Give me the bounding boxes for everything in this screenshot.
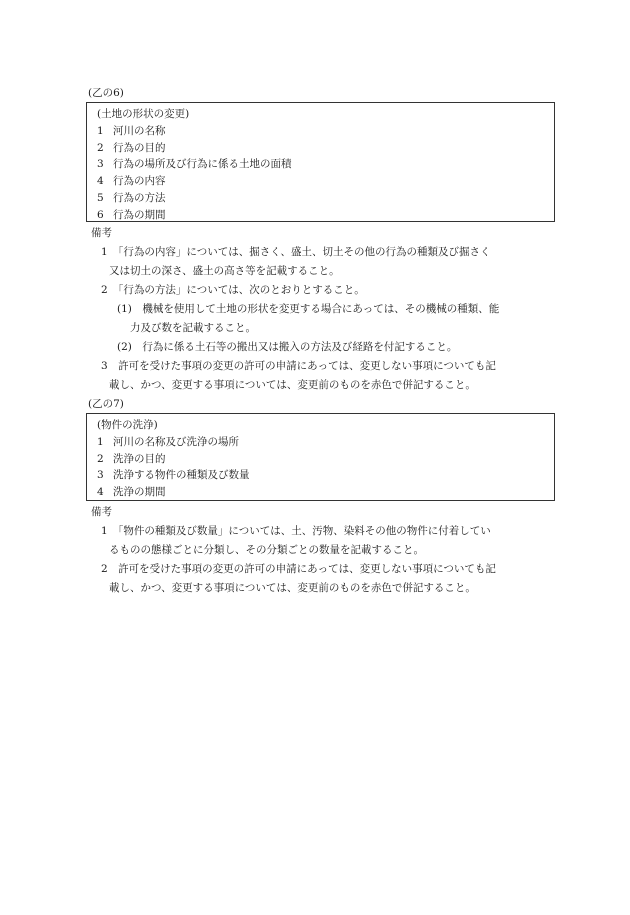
section-7-box — [86, 413, 555, 501]
section-6-item: 6 行為の期間 — [97, 208, 166, 221]
section-6-remark-line: (2) 行為に係る土石等の搬出又は搬入の方法及び経路を付記すること。 — [117, 341, 458, 353]
section-7-item: 4 洗浄の期間 — [97, 486, 166, 499]
section-6-remark-line: (1) 機械を使用して土地の形状を変更する場合にあっては、その機械の種類、能 — [117, 303, 500, 315]
section-6-remark-line: 力及び数を記載すること。 — [130, 322, 256, 334]
section-7-label: (乙の7) — [88, 398, 124, 410]
section-6-item: 3 行為の場所及び行為に係る土地の面積 — [97, 158, 292, 171]
section-6-remark-line: 1 「行為の内容」については、掘さく、盛土、切土その他の行為の種類及び掘さく — [101, 246, 491, 258]
section-7-remark-line: 2 許可を受けた事項の変更の許可の申請にあっては、変更しない事項についても記 — [101, 563, 496, 575]
section-7-remark-line: 載し、かつ、変更する事項については、変更前のものを赤色で併記すること。 — [109, 582, 476, 594]
section-7-box-title: (物件の洗浄) — [97, 419, 158, 431]
section-7-item: 2 洗浄の目的 — [97, 452, 166, 465]
section-6-remark-line: 又は切土の深さ、盛土の高さ等を記載すること。 — [109, 265, 340, 277]
section-7-item: 3 洗浄する物件の種類及び数量 — [97, 469, 250, 482]
section-6-remark-line: 3 許可を受けた事項の変更の許可の申請にあっては、変更しない事項についても記 — [101, 360, 496, 372]
section-7-item: 1 河川の名称及び洗浄の場所 — [97, 435, 239, 448]
section-6-item: 1 河川の名称 — [97, 124, 166, 137]
section-6-remark-line: 載し、かつ、変更する事項については、変更前のものを赤色で併記すること。 — [109, 379, 476, 391]
section-7-remarks-title: 備考 — [91, 506, 112, 518]
section-6-remark-line: 2 「行為の方法」については、次のとおりとすること。 — [101, 284, 365, 296]
section-6-box-title: (土地の形状の変更) — [97, 108, 190, 120]
section-6-label: (乙の6) — [88, 87, 124, 99]
section-7-remark-line: るものの態様ごとに分類し、その分類ごとの数量を記載すること。 — [109, 544, 424, 556]
section-7-remark-line: 1 「物件の種類及び数量」については、土、汚物、染料その他の物件に付着してい — [101, 525, 491, 537]
section-6-item: 4 行為の内容 — [97, 175, 166, 188]
section-6-box — [86, 102, 555, 222]
section-6-item: 5 行為の方法 — [97, 191, 166, 204]
section-6-item: 2 行為の目的 — [97, 141, 166, 154]
section-6-remarks-title: 備考 — [91, 227, 112, 239]
